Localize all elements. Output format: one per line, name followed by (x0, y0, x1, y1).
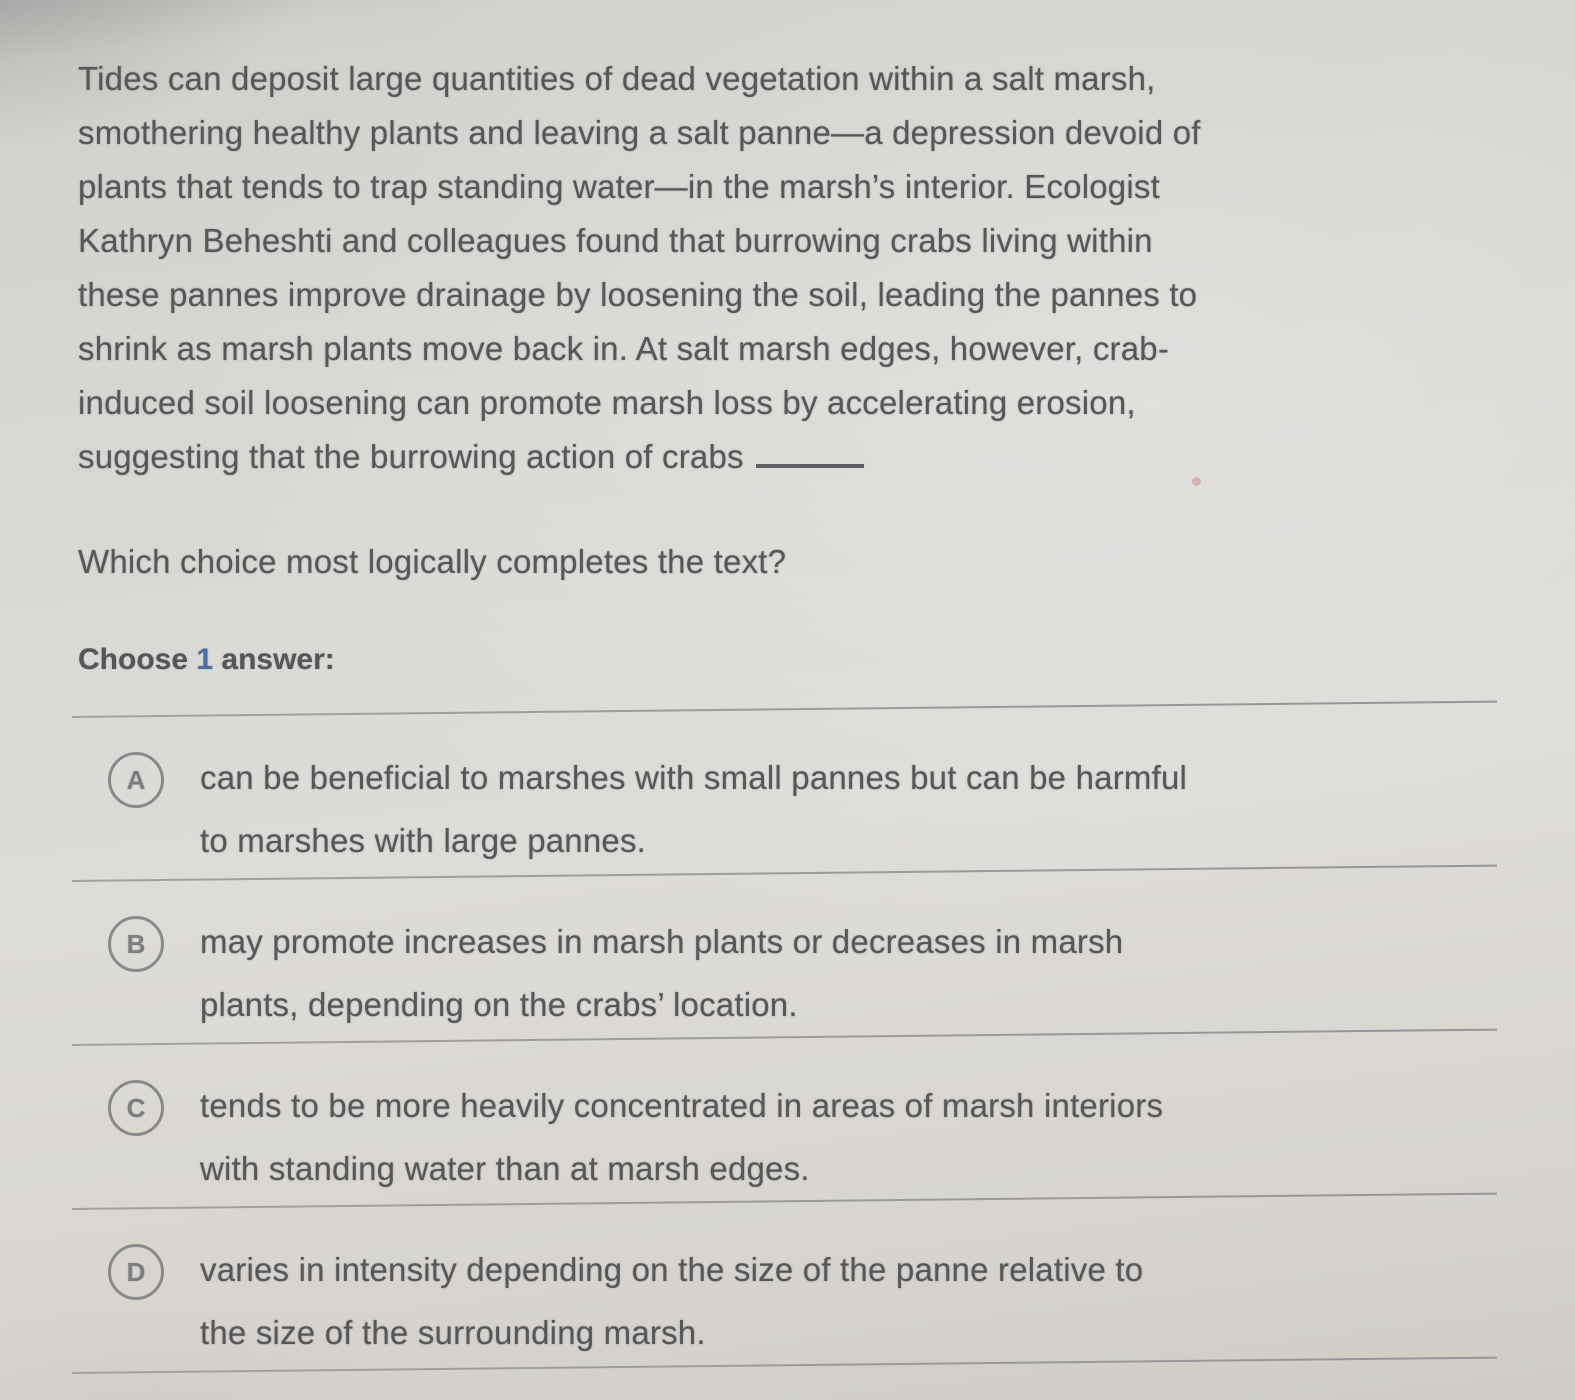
choice-c-radio[interactable]: C (108, 1080, 164, 1136)
blank-underline (756, 442, 864, 468)
choice-d[interactable] (78, 1210, 1500, 1372)
choice-b-line: plants, depending on the crabs’ location. (200, 986, 798, 1023)
choose-prompt-count: 1 (196, 643, 214, 676)
passage-line: plants that tends to trap standing water—in the marsh’s interior. Ecologist (78, 168, 1160, 205)
question-text: Which choice most logically completes the text? (78, 543, 787, 580)
passage-line: Tides can deposit large quantities of dead vegetation within a salt marsh, (78, 60, 1156, 97)
photo-artifact-dot (1192, 477, 1201, 486)
choice-d-line: varies in intensity depending on the size of the panne relative to (200, 1251, 1144, 1288)
choice-c-line: tends to be more heavily concentrated in areas of marsh interiors (200, 1087, 1164, 1124)
choice-a-label (200, 746, 1187, 872)
choice-a-line: to marshes with large pannes. (200, 822, 647, 859)
choice-b[interactable] (78, 882, 1500, 1044)
choice-a-line: can be beneficial to marshes with small pannes but can be harmful (200, 759, 1188, 796)
choice-a[interactable] (78, 718, 1500, 880)
passage-line: Kathryn Beheshti and colleagues found that burrowing crabs living within (78, 222, 1153, 259)
choice-b-label (200, 910, 1123, 1036)
choice-c[interactable] (78, 1046, 1500, 1208)
passage-line: induced soil loosening can promote marsh loss by accelerating erosion, (78, 384, 1136, 421)
choice-d-label (200, 1238, 1143, 1364)
choice-c-label (200, 1074, 1163, 1200)
passage-line-text: suggesting that the burrowing action of crabs (78, 438, 744, 475)
passage-line (78, 430, 1500, 484)
choice-b-line: may promote increases in marsh plants or decreases in marsh (200, 923, 1124, 960)
choice-d-radio[interactable]: D (108, 1244, 164, 1300)
choice-d-line: the size of the surrounding marsh. (200, 1314, 706, 1351)
passage-text (78, 52, 1500, 484)
passage-line: these pannes improve drainage by loosening the soil, leading the pannes to (78, 276, 1198, 313)
passage-line: smothering healthy plants and leaving a salt panne—a depression devoid of (78, 114, 1201, 151)
choice-c-line: with standing water than at marsh edges. (200, 1150, 810, 1187)
choice-a-radio[interactable]: A (108, 752, 164, 808)
choose-prompt-prefix: Choose (78, 643, 189, 676)
choose-prompt-suffix: answer: (221, 643, 335, 676)
passage-line: shrink as marsh plants move back in. At salt marsh edges, however, crab- (78, 330, 1170, 367)
choose-prompt (78, 640, 1500, 680)
choice-b-radio[interactable]: B (108, 916, 164, 972)
divider (72, 701, 1497, 718)
